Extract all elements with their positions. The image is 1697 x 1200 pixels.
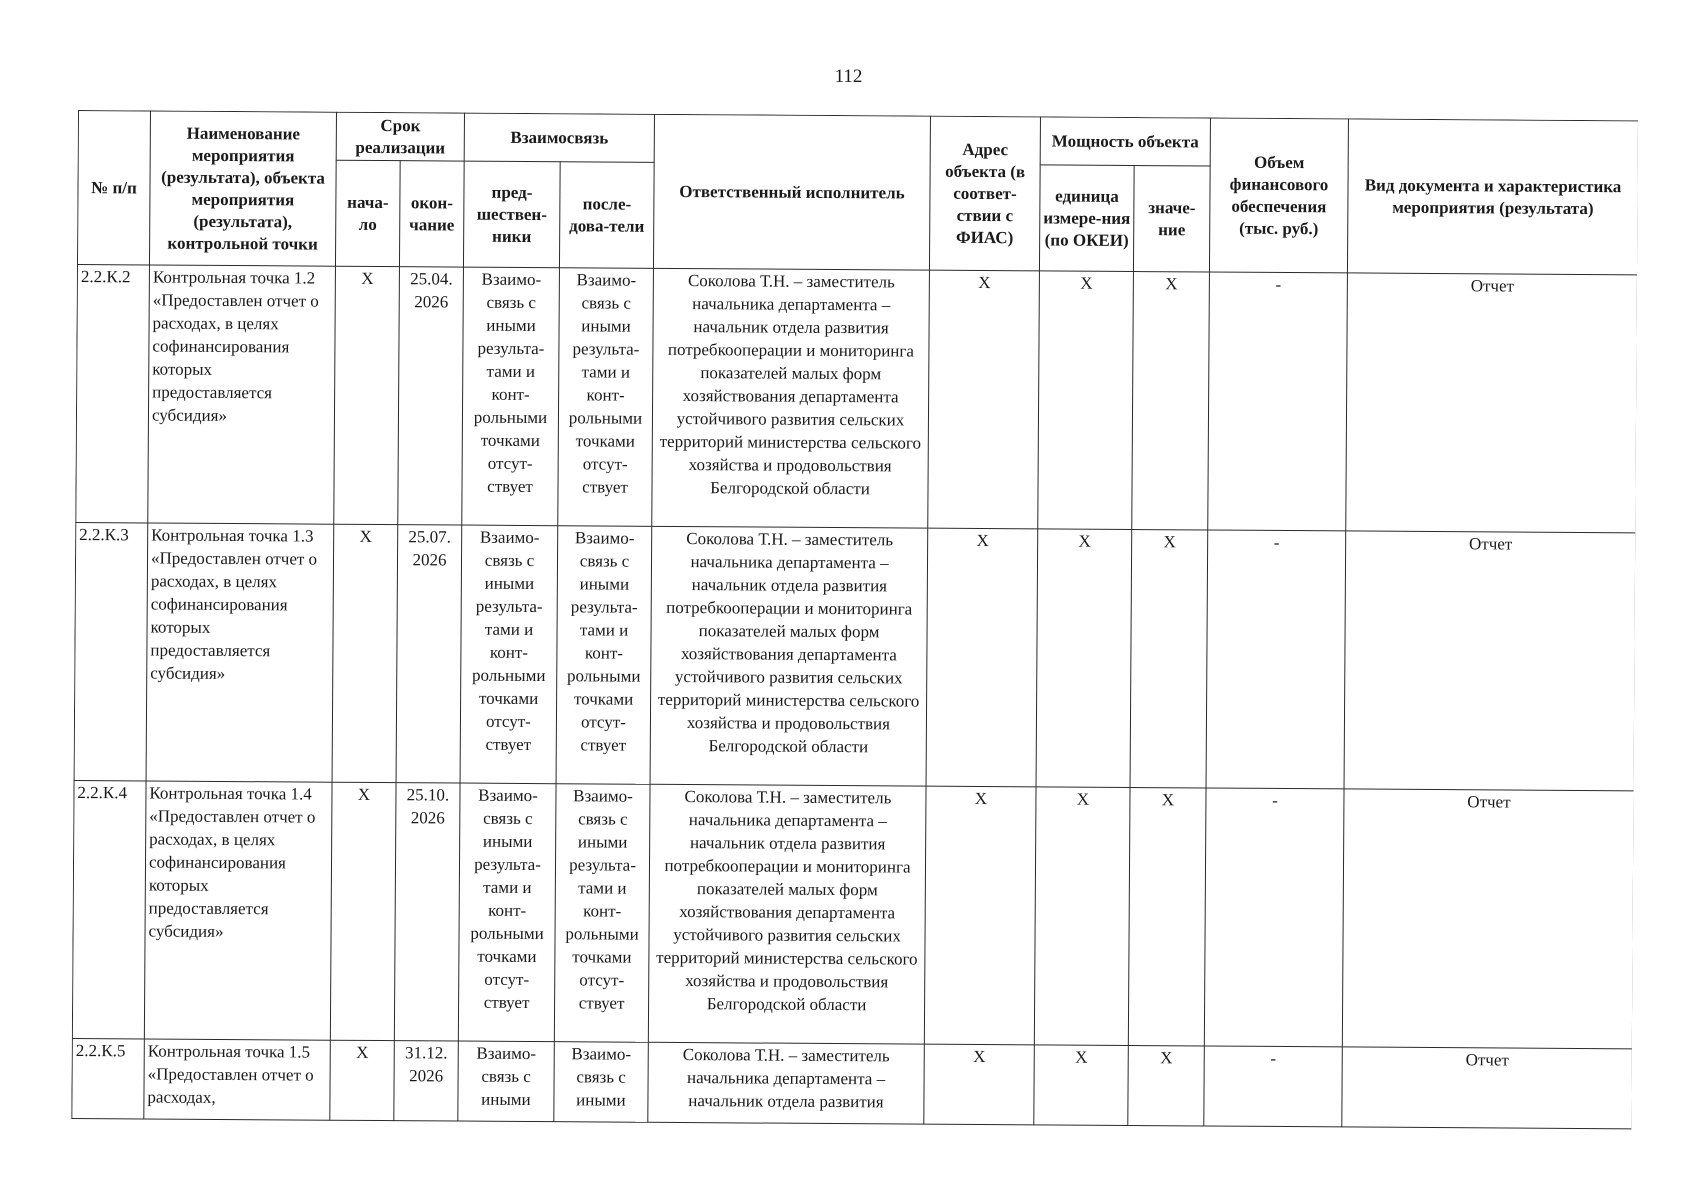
cell-start: X xyxy=(334,266,400,524)
cell-next: Взаимо-связь с иными результа-тами и конт-рольными точками отсут-ствует xyxy=(556,526,652,785)
cell-name: Контрольная точка 1.3 «Предоставлен отчет о расходах, в целях софинансирования которых предоставляется субсидия» xyxy=(146,523,334,782)
cell-next: Взаимо-связь с иными xyxy=(554,1042,649,1123)
cell-name: Контрольная точка 1.2 «Предоставлен отчет о расходах, в целях софинансирования которых предоставляется субсидия» xyxy=(148,265,336,524)
header-link: Взаимосвязь xyxy=(464,113,654,162)
header-name: Наименование мероприятия (результата), объекта мероприятия (результата), контрольной точки xyxy=(149,111,336,266)
plan-table-sheet xyxy=(71,110,1638,1142)
cell-end: 25.10. 2026 xyxy=(394,783,460,1041)
cell-address: X xyxy=(928,270,1040,529)
cell-unit: X xyxy=(1034,1045,1129,1126)
plan-table xyxy=(71,110,1638,1129)
cell-finance: - xyxy=(1204,1046,1343,1127)
table-row xyxy=(74,522,1636,790)
cell-executor: Соколова Т.Н. – заместитель начальника департамента – начальник отдела развития потребкооперации и мониторинга показателей малых форм хозяйствования департамента устойчивого развития сельских территорий министерства сельского хозяйства и продовольствия Белгородской области xyxy=(648,784,926,1044)
cell-executor: Соколова Т.Н. – заместитель начальника департамента – начальник отдела развития потребкооперации и мониторинга показателей малых форм хозяйствования департамента устойчивого развития сельских территорий министерства сельского хозяйства и продовольствия Белгородской области xyxy=(650,526,928,786)
cell-unit: X xyxy=(1036,529,1132,788)
cell-start: X xyxy=(330,782,396,1040)
header-capacity-value: значе-ние xyxy=(1133,166,1210,273)
cell-executor: Соколова Т.Н. – заместитель начальника департамента – начальник отдела развития потребкооперации и мониторинга показателей малых форм хозяйствования департамента устойчивого развития сельских территорий министерства сельского хозяйства и продовольствия Белгородской области xyxy=(652,268,930,528)
cell-prev: Взаимо-связь с иными результа-тами и конт-рольными точками отсут-ствует xyxy=(458,783,556,1042)
cell-name: Контрольная точка 1.5 «Предоставлен отчет о расходах, xyxy=(144,1039,331,1120)
header-link-next: после-дова-тели xyxy=(559,162,654,269)
cell-num: 2.2.К.3 xyxy=(74,522,148,780)
cell-doc: Отчет xyxy=(1342,789,1634,1049)
table-header xyxy=(77,111,1637,275)
cell-start: X xyxy=(330,1040,395,1120)
cell-finance: - xyxy=(1204,788,1344,1047)
header-num: № п/п xyxy=(77,111,150,265)
cell-end: 25.07. 2026 xyxy=(396,525,462,783)
page-number: 112 xyxy=(834,66,863,87)
cell-value: X xyxy=(1128,787,1206,1045)
cell-end: 25.04. 2026 xyxy=(398,267,464,525)
cell-doc: Отчет xyxy=(1346,273,1638,533)
header-finance: Объем финансового обеспечения (тыс. руб.) xyxy=(1209,118,1348,273)
cell-doc: Отчет xyxy=(1344,531,1636,791)
cell-doc: Отчет xyxy=(1342,1047,1633,1129)
cell-num: 2.2.К.2 xyxy=(76,264,150,522)
cell-end: 31.12. 2026 xyxy=(394,1041,459,1121)
cell-finance: - xyxy=(1208,272,1348,531)
table-row xyxy=(76,264,1638,532)
table-row xyxy=(72,1038,1633,1128)
header-link-prev: пред-шествен-ники xyxy=(463,161,560,268)
table-row xyxy=(72,780,1634,1048)
header-capacity: Мощность объекта xyxy=(1040,117,1210,166)
cell-executor: Соколова Т.Н. – заместитель начальника департамента – начальник отдела развития xyxy=(648,1042,925,1124)
cell-next: Взаимо-связь с иными результа-тами и конт-рольными точками отсут-ствует xyxy=(554,784,650,1043)
cell-prev: Взаимо-связь с иными результа-тами и конт-рольными точками отсут-ствует xyxy=(462,267,560,526)
cell-start: X xyxy=(332,524,398,782)
header-doc: Вид документа и характеристика мероприятия (результата) xyxy=(1347,119,1638,275)
header-capacity-unit: единица измере-ния (по ОКЕИ) xyxy=(1039,165,1134,272)
cell-address: X xyxy=(924,786,1036,1045)
header-term: Срок реализации xyxy=(336,112,464,161)
cell-num: 2.2.К.5 xyxy=(72,1038,145,1118)
cell-value: X xyxy=(1132,272,1210,530)
header-term-start: нача-ло xyxy=(335,160,400,266)
header-executor: Ответственный исполнитель xyxy=(653,114,930,270)
cell-prev: Взаимо-связь с иными xyxy=(458,1041,555,1122)
cell-name: Контрольная точка 1.4 «Предоставлен отчет о расходах, в целях софинансирования которых предоставляется субсидия» xyxy=(144,781,332,1040)
cell-finance: - xyxy=(1206,530,1346,789)
cell-num: 2.2.К.4 xyxy=(72,780,146,1038)
cell-address: X xyxy=(926,528,1038,787)
cell-address: X xyxy=(924,1044,1035,1125)
cell-next: Взаимо-связь с иными результа-тами и конт-рольными точками отсут-ствует xyxy=(558,268,654,527)
cell-prev: Взаимо-связь с иными результа-тами и конт-рольными точками отсут-ствует xyxy=(460,525,558,784)
cell-value: X xyxy=(1130,529,1208,787)
header-address: Адрес объекта (в соответ-ствии с ФИАС) xyxy=(929,116,1040,271)
table-body xyxy=(72,264,1638,1128)
cell-unit: X xyxy=(1038,271,1134,530)
cell-value: X xyxy=(1128,1045,1205,1126)
cell-unit: X xyxy=(1034,787,1130,1046)
header-term-end: окон-чание xyxy=(399,161,464,267)
